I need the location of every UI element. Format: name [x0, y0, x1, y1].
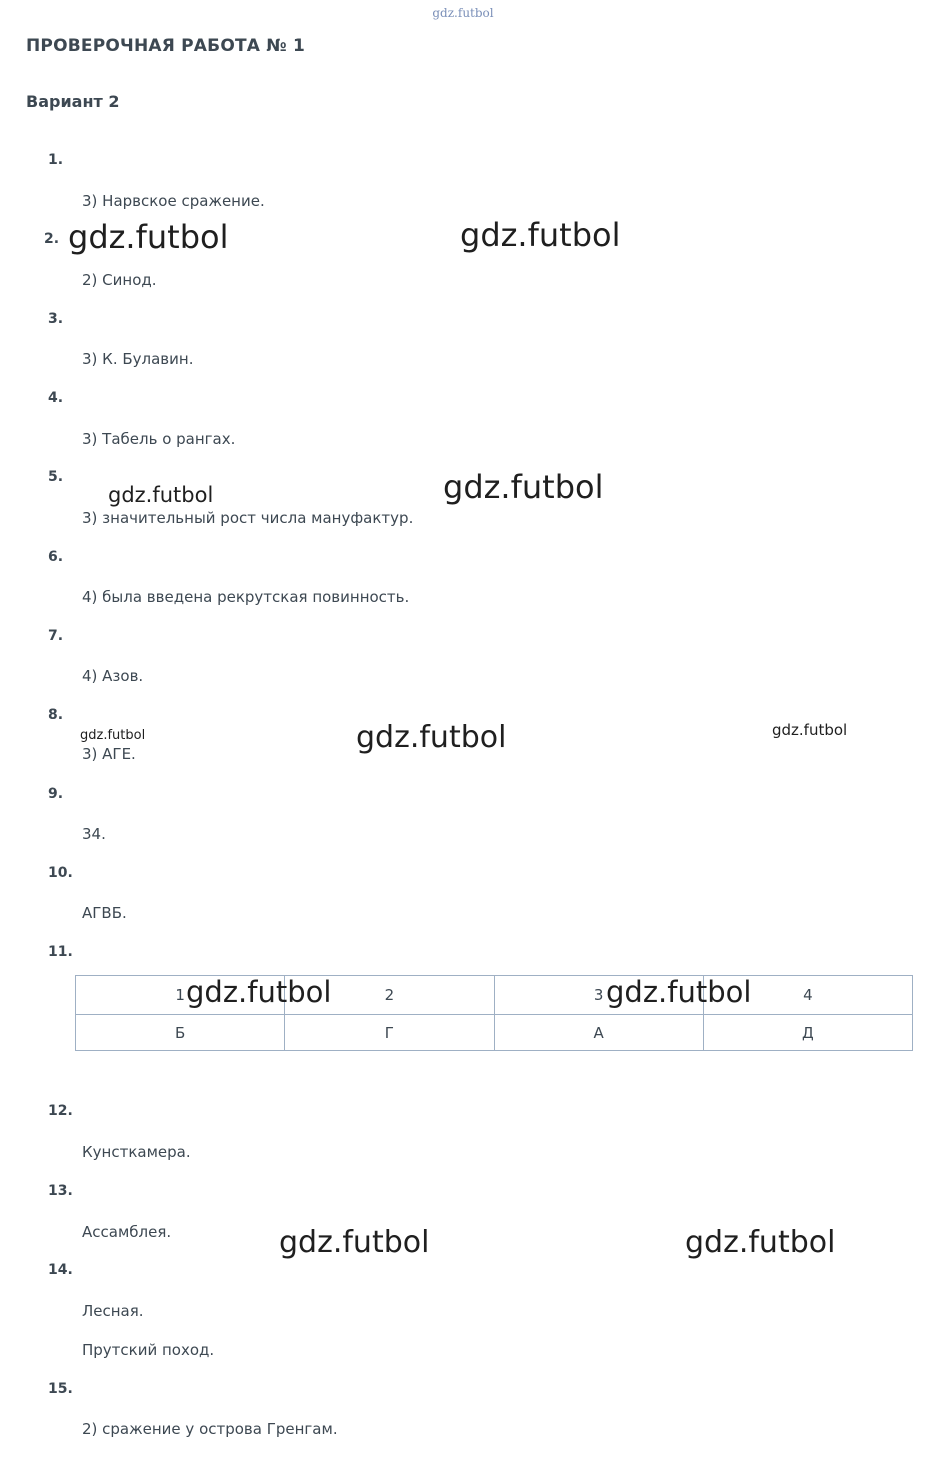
table-cell: Д	[703, 1015, 912, 1051]
watermark: gdz.futbol	[772, 721, 848, 739]
watermark: gdz.futbol	[186, 975, 332, 1009]
question-number: 9.	[48, 786, 64, 802]
question-number: 14.	[48, 1262, 73, 1278]
question-number: 10.	[48, 865, 73, 881]
variant-label: Вариант 2	[26, 92, 120, 111]
question-answer: 3) Табель о рангах.	[82, 430, 236, 448]
question-number: 3.	[48, 311, 64, 327]
question-number: 8.	[48, 707, 64, 723]
table-header-cell: 2	[285, 976, 494, 1015]
watermark: gdz.futbol	[80, 728, 146, 743]
question-answer: 3) Нарвское сражение.	[82, 192, 265, 210]
question-answer: 2) Синод.	[82, 271, 157, 289]
top-watermark: gdz.futbol	[432, 6, 494, 20]
question-answer: 4) была введена рекрутская повинность.	[82, 588, 410, 606]
table-cell: Б	[76, 1015, 285, 1051]
watermark: gdz.futbol	[108, 483, 214, 507]
watermark: gdz.futbol	[460, 216, 621, 254]
question-answer: 3) К. Булавин.	[82, 350, 194, 368]
question-number: 15.	[48, 1381, 73, 1397]
question-answer: АГВБ.	[82, 904, 127, 922]
question-number: 7.	[48, 628, 64, 644]
watermark: gdz.futbol	[606, 975, 752, 1009]
watermark: gdz.futbol	[356, 720, 507, 755]
question-number: 12.	[48, 1103, 73, 1119]
question-answer: 3) АГЕ.	[82, 745, 136, 763]
table-row	[76, 976, 913, 1015]
question-answer-extra: Прутский поход.	[82, 1341, 215, 1359]
question-answer: Лесная.	[82, 1302, 144, 1320]
watermark: gdz.futbol	[443, 468, 604, 506]
table-row	[76, 1015, 913, 1051]
question-answer: Ассамблея.	[82, 1223, 172, 1241]
watermark: gdz.futbol	[68, 218, 229, 256]
question-number: 13.	[48, 1183, 73, 1199]
watermark: gdz.futbol	[685, 1225, 836, 1260]
question-answer: 34.	[82, 825, 106, 843]
table-header-cell: 1	[76, 976, 285, 1015]
watermark: gdz.futbol	[279, 1225, 430, 1260]
question-answer: Кунсткамера.	[82, 1143, 191, 1161]
question-number: 6.	[48, 549, 64, 565]
question-number: 5.	[48, 469, 64, 485]
table-cell: Г	[285, 1015, 494, 1051]
question-answer: 4) Азов.	[82, 667, 144, 685]
question-number: 11.	[48, 944, 73, 960]
match-table	[75, 975, 913, 1051]
table-header-cell: 3	[494, 976, 703, 1015]
table-cell: А	[494, 1015, 703, 1051]
page-title: ПРОВЕРОЧНАЯ РАБОТА № 1	[26, 36, 306, 56]
question-answer: 3) значительный рост числа мануфактур.	[82, 509, 414, 527]
question-number: 1.	[48, 152, 64, 168]
table-header-cell: 4	[703, 976, 912, 1015]
question-number: 2.	[44, 231, 60, 247]
question-number: 4.	[48, 390, 64, 406]
question-answer: 2) сражение у острова Гренгам.	[82, 1420, 338, 1438]
